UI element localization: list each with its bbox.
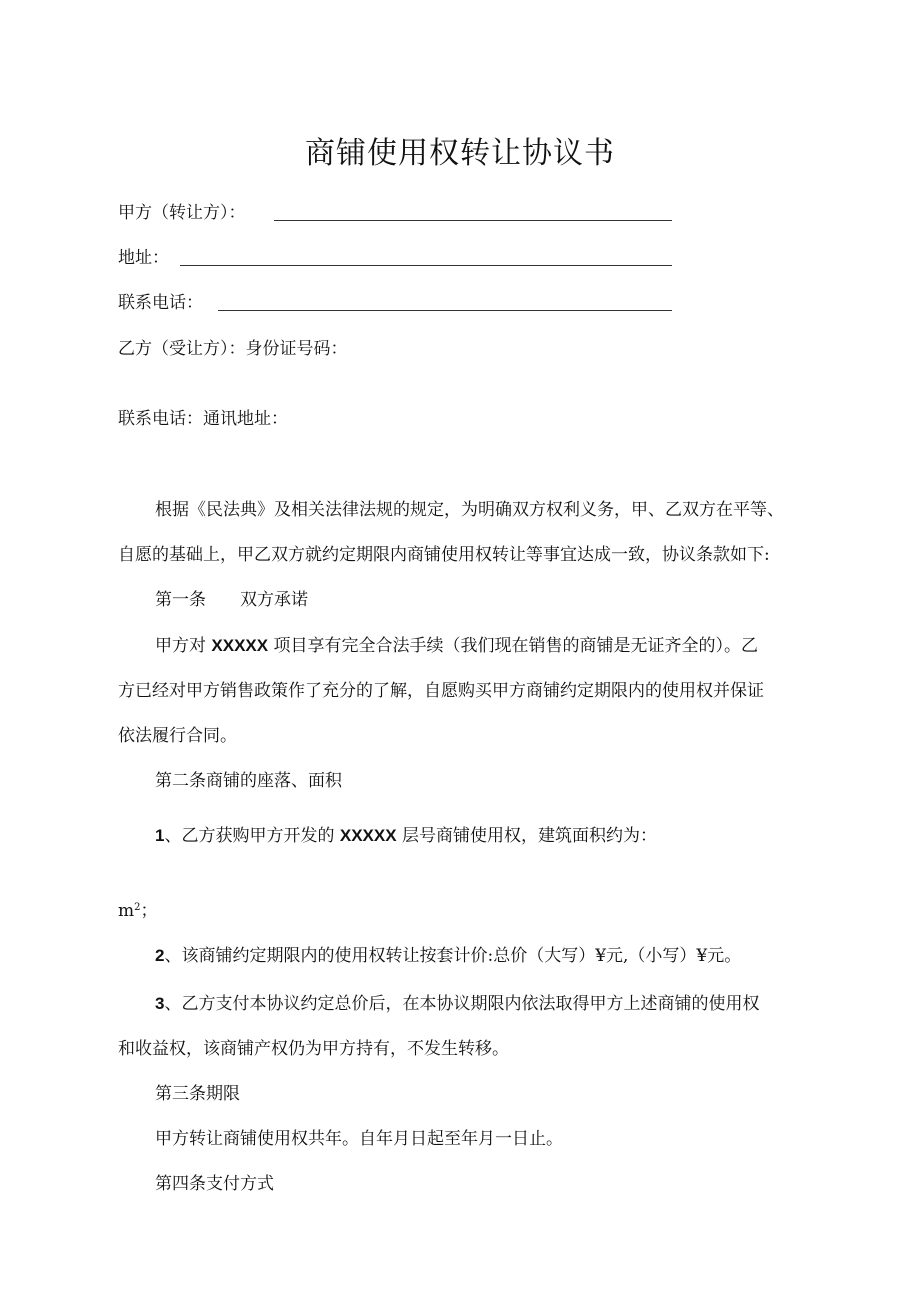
article-2-item-3 [155, 992, 759, 1016]
item-3-line-1: 、乙方支付本协议约定总价后，在本协议期限内依法取得甲方上述商铺的使用权 [164, 994, 760, 1014]
article-2-item-1 [155, 824, 657, 848]
article-1-line-1-c: 项目享有完全合法手续（我们现在销售的商铺是无证齐全的）。乙 [268, 636, 759, 656]
article-2-item-2 [155, 944, 741, 968]
article-1-line-2: 方已经对甲方销售政策作了充分的了解，自愿购买甲方商铺约定期限内的使用权并保证 [118, 681, 764, 701]
party-a-phone-blank-line [218, 310, 672, 311]
item-3-number: 3 [155, 994, 165, 1013]
party-b-contact-label: 联系电话：通讯地址： [118, 409, 288, 429]
article-3-heading: 第三条期限 [155, 1084, 240, 1104]
party-a-address-label: 地址： [118, 248, 169, 268]
article-1-line-3: 依法履行合同。 [118, 726, 237, 746]
project-placeholder: XXXXX [211, 636, 269, 655]
party-a-blank-line [274, 220, 672, 221]
article-1-line-1 [155, 634, 758, 658]
article-3-text: 甲方转让商铺使用权共年。自年月日起至年月一日止。 [155, 1129, 563, 1149]
article-1-heading: 第一条 双方承诺 [155, 590, 308, 610]
preamble-line-2: 自愿的基础上，甲乙双方就约定期限内商铺使用权转让等事宜达成一致，协议条款如下: [118, 545, 770, 565]
item-1-text-a: 、乙方获购甲方开发的 [164, 826, 340, 846]
article-4-heading: 第四条支付方式 [155, 1174, 274, 1194]
item-2-text: 、该商铺约定期限内的使用权转让按套计价:总价（大写）¥元,（小写）¥元。 [164, 946, 742, 966]
area-unit-m: m [118, 901, 135, 921]
area-unit-tail: ； [140, 901, 158, 921]
preamble-line-1: 根据《民法典》及相关法律法规的规定，为明确双方权利义务，甲、乙双方在平等、 [155, 500, 784, 520]
article-2-heading: 第二条商铺的座落、面积 [155, 771, 342, 791]
item-2-number: 2 [155, 946, 165, 965]
article-1-line-1-a: 甲方对 [155, 636, 212, 656]
floor-placeholder: XXXXX [339, 826, 397, 845]
article-2-item-3-line-2: 和收益权，该商铺产权仍为甲方持有，不发生转移。 [118, 1039, 509, 1059]
party-a-address-blank-line [180, 265, 672, 266]
party-a-phone-label: 联系电话： [118, 293, 203, 313]
party-a-label: 甲方（转让方）： [118, 203, 246, 223]
item-1-text-c: 层号商铺使用权，建筑面积约为： [396, 826, 657, 846]
area-unit [118, 899, 158, 923]
document-title: 商铺使用权转让协议书 [305, 136, 615, 171]
item-1-number: 1 [155, 826, 165, 845]
party-b-label: 乙方（受让方）：身份证号码： [118, 339, 348, 359]
area-unit-superscript: 2 [134, 902, 141, 913]
